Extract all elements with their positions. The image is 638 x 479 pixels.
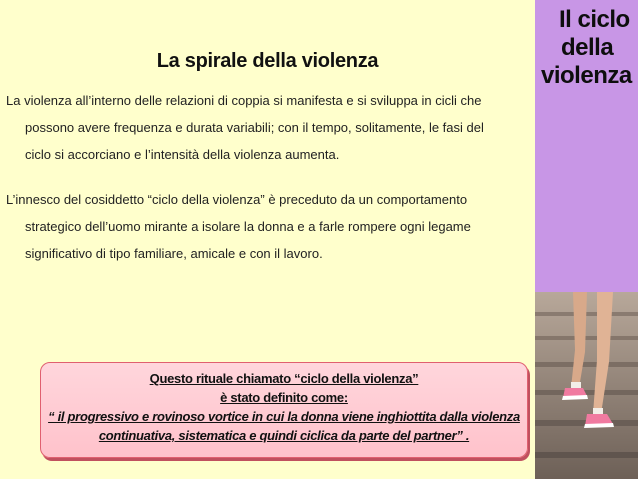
callout-line-4: continuativa, sistematica e quindi ciclica da parte del partner” . — [98, 428, 470, 443]
slide-title: La spirale della violenza — [156, 50, 379, 72]
paragraph-1-line-1: La violenza all’interno delle relazioni di coppia si manifesta e si sviluppa in cicli che — [6, 93, 482, 108]
callout-line-3: “ il progressivo e rovinoso vortice in cui la donna viene inghiottita dalla violenza — [48, 409, 520, 424]
paragraph-2-line-1: L’innesco del cosiddetto “ciclo della violenza” è preceduto da un comportamento — [6, 192, 468, 207]
paragraph-2 — [6, 186, 528, 267]
definition-callout — [40, 362, 528, 458]
paragraph-1-line-2: possono avere frequenza e durata variabili; con il tempo, solitamente, le fasi del — [25, 120, 484, 135]
sidebar-title — [541, 6, 633, 90]
callout-line-1: Questo rituale chiamato “ciclo della violenza” — [149, 371, 419, 386]
sidebar-title-line-3: violenza — [541, 62, 632, 89]
sidebar-title-line-2: della — [561, 34, 614, 61]
sidebar-title-line-1: Il ciclo — [559, 6, 630, 33]
paragraph-1 — [6, 87, 528, 168]
stairs-photo-icon — [535, 292, 638, 479]
paragraph-2-line-2: strategico dell’uomo mirante a isolare la donna e a farle rompere ogni legame — [25, 219, 471, 234]
paragraph-1-line-3: ciclo si accorciano e l’intensità della violenza aumenta. — [25, 147, 340, 162]
paragraph-2-line-3: significativo di tipo familiare, amicale e con il lavoro. — [25, 246, 323, 261]
callout-line-2: è stato definito come: — [220, 390, 348, 405]
